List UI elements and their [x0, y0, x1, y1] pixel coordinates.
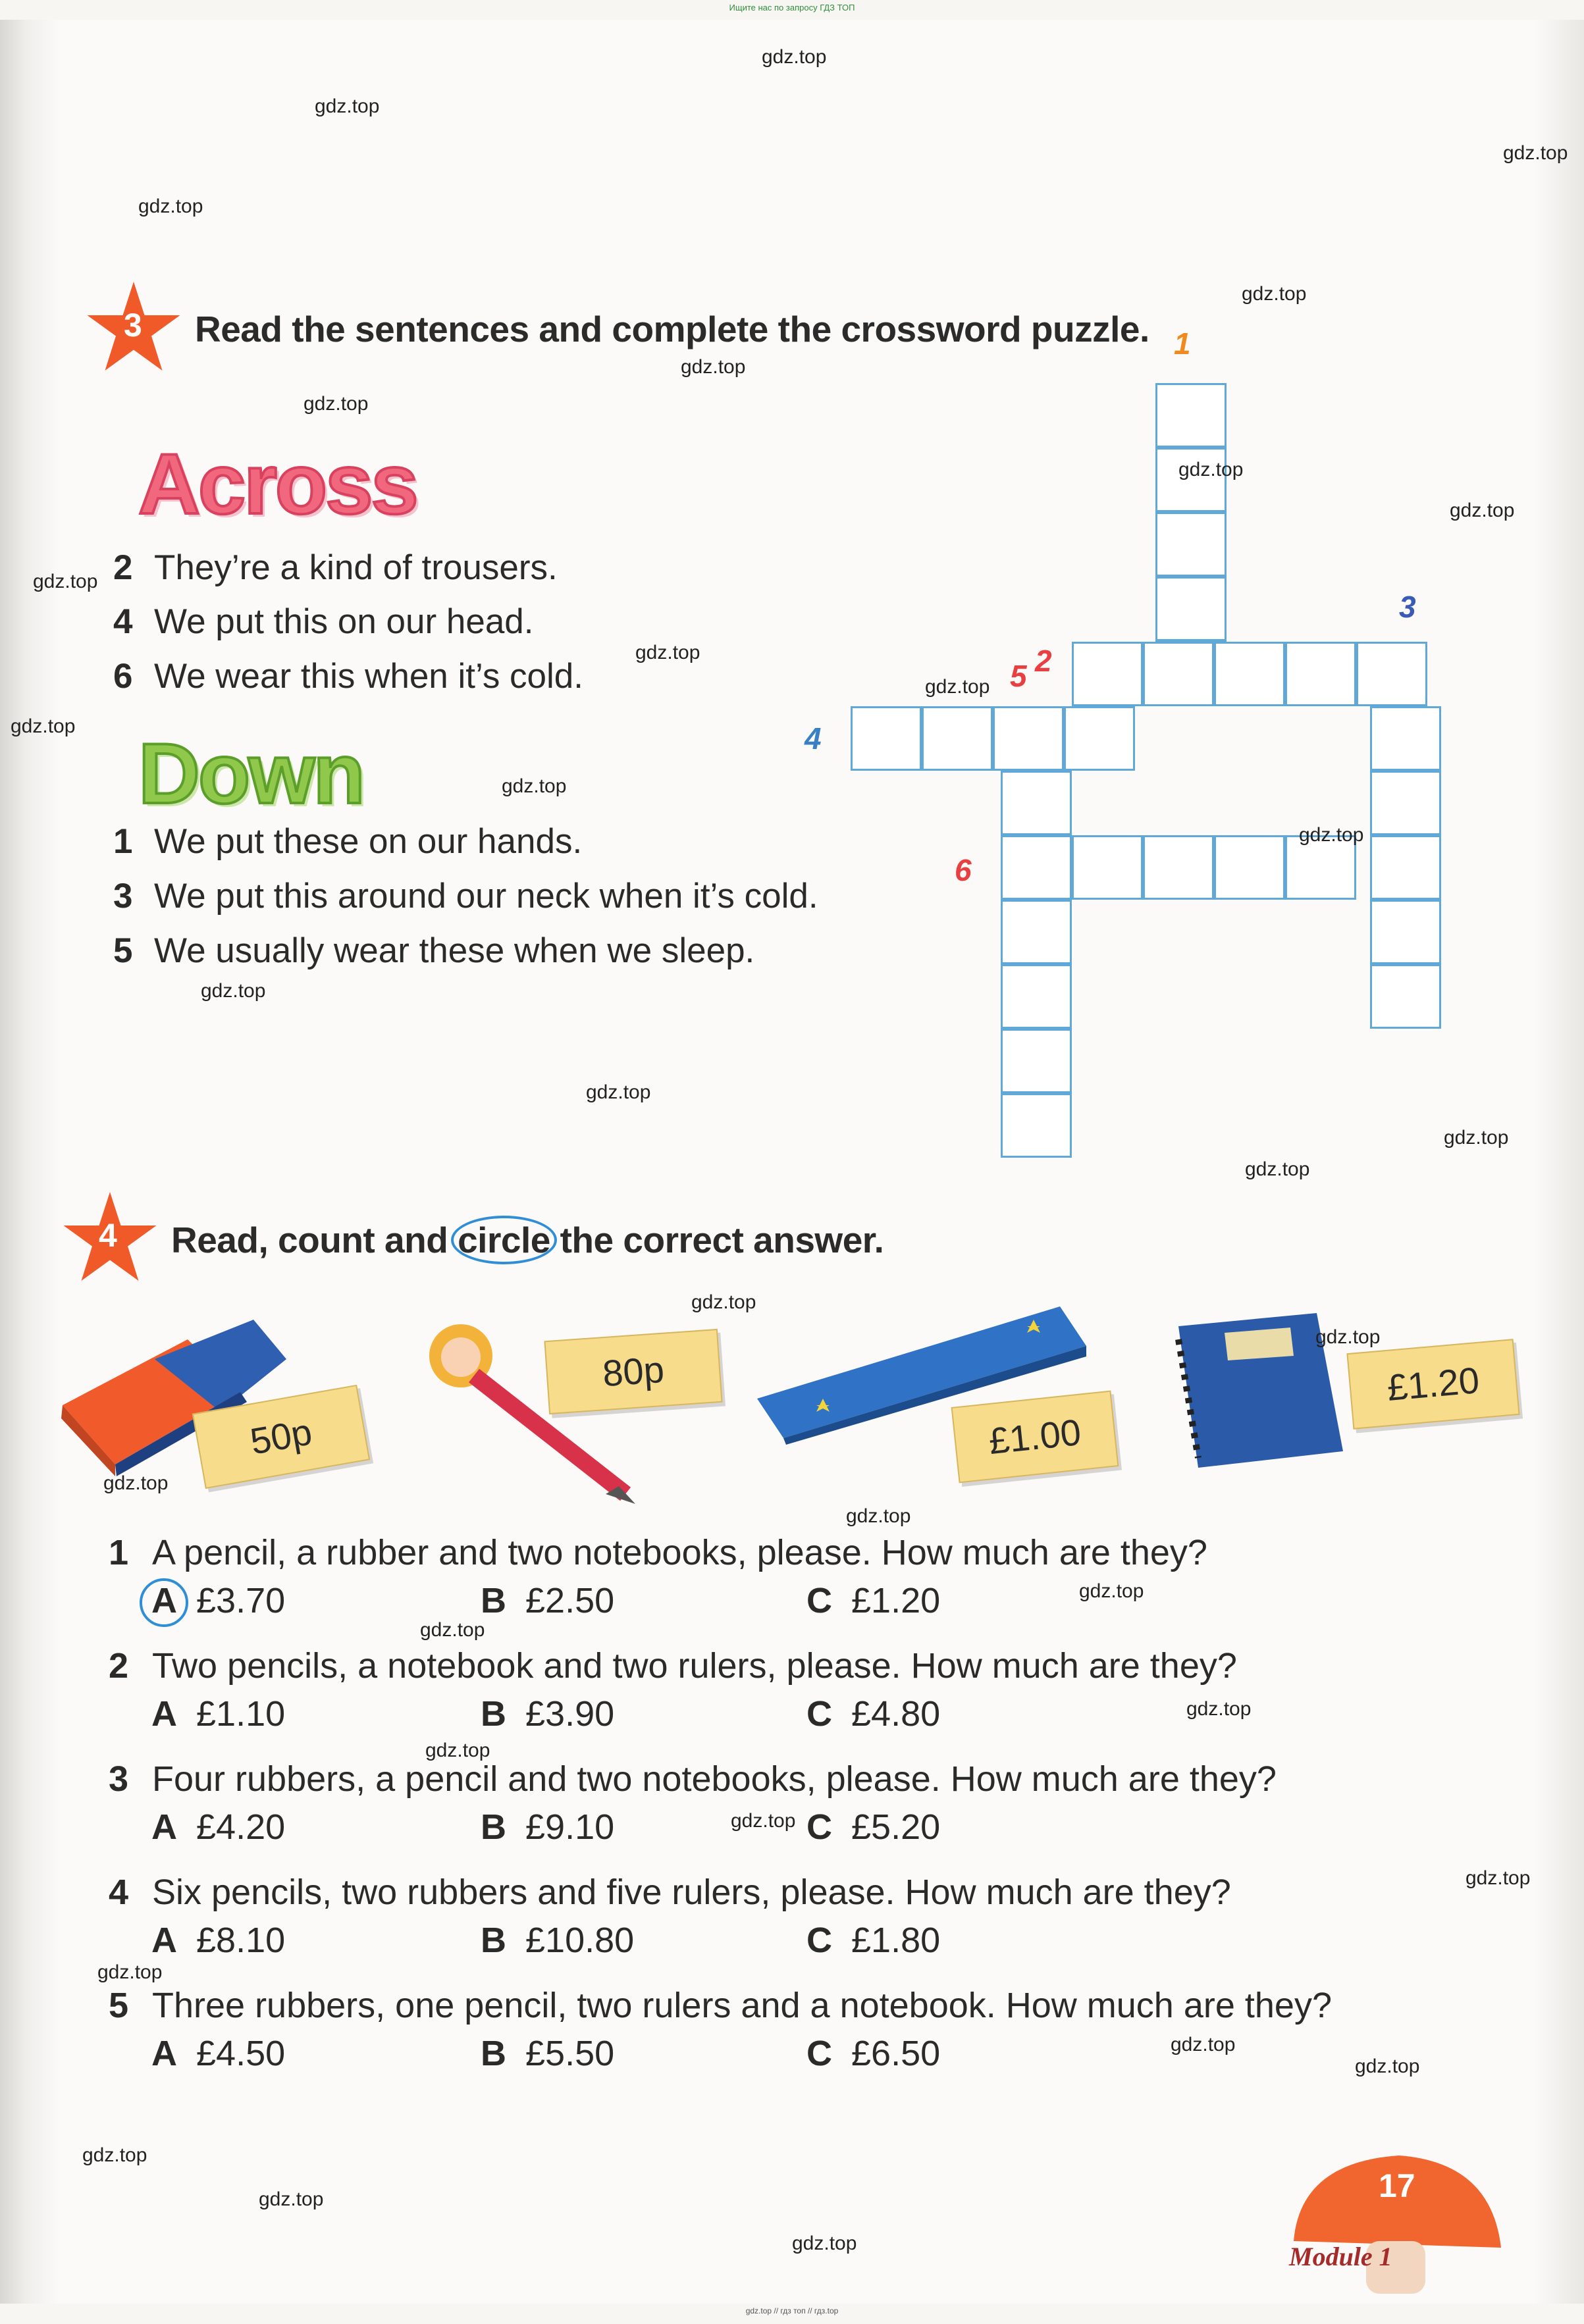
watermark: gdz.top: [1444, 1127, 1509, 1149]
watermark: gdz.top: [1355, 2055, 1420, 2077]
grid-number-1: 1: [1174, 326, 1191, 361]
option-5-b[interactable]: B £5.50: [481, 2034, 615, 2073]
watermark: gdz.top: [846, 1505, 911, 1527]
grid-number-3: 3: [1399, 590, 1416, 624]
crossword-cell[interactable]: [1001, 771, 1072, 835]
down-clue-5: 5 We usually wear these when we sleep.: [113, 931, 755, 970]
crossword-cell[interactable]: [1001, 1029, 1072, 1093]
crossword-cell[interactable]: [993, 706, 1064, 771]
crossword-cell[interactable]: [1214, 835, 1285, 900]
workbook-page: [0, 20, 1584, 2304]
question-2: 2 Two pencils, a notebook and two rulers, please. How much are they?: [109, 1646, 1237, 1686]
crossword-cell[interactable]: [1214, 642, 1285, 706]
option-1-b[interactable]: B £2.50: [481, 1581, 615, 1620]
option-5-c[interactable]: C £6.50: [806, 2034, 941, 2073]
watermark: gdz.top: [1503, 142, 1568, 164]
top-note: Ищите нас по запросу ГДЗ ТОП: [729, 3, 855, 13]
watermark: gdz.top: [635, 642, 700, 663]
module-label: Module 1: [1289, 2242, 1392, 2271]
watermark: gdz.top: [762, 46, 827, 68]
crossword-cell[interactable]: [1001, 1093, 1072, 1158]
option-1-a[interactable]: A £3.70: [151, 1581, 286, 1620]
question-5: 5 Three rubbers, one pencil, two rulers and a notebook. How much are they?: [109, 1986, 1332, 2025]
grid-number-6: 6: [955, 853, 972, 887]
crossword-cell[interactable]: [1001, 964, 1072, 1029]
option-3-a[interactable]: A £4.20: [151, 1807, 286, 1847]
crossword-cell[interactable]: [1370, 900, 1441, 964]
option-2-c[interactable]: C £4.80: [806, 1694, 941, 1734]
watermark: gdz.top: [1242, 283, 1307, 305]
across-clue-6: 6 We wear this when it’s cold.: [113, 657, 583, 696]
watermark: gdz.top: [304, 393, 369, 415]
option-2-b[interactable]: B £3.90: [481, 1694, 615, 1734]
watermark: gdz.top: [1450, 500, 1515, 521]
option-1-c[interactable]: C £1.20: [806, 1581, 941, 1620]
watermark: gdz.top: [11, 715, 76, 737]
down-clue-1: 1 We put these on our hands.: [113, 822, 583, 861]
watermark: gdz.top: [1245, 1158, 1310, 1180]
crossword-cell[interactable]: [1064, 706, 1135, 771]
watermark: gdz.top: [82, 2144, 147, 2166]
question-1: 1 A pencil, a rubber and two notebooks, please. How much are they?: [109, 1533, 1207, 1572]
watermark: gdz.top: [925, 676, 990, 698]
across-clue-2: 2 They’re a kind of trousers.: [113, 548, 558, 587]
watermark: gdz.top: [1079, 1580, 1144, 1602]
crossword-cell[interactable]: [1370, 706, 1441, 771]
watermark: gdz.top: [1315, 1326, 1381, 1348]
down-clue-3: 3 We put this around our neck when it’s cold.: [113, 877, 818, 916]
answer-circle: [140, 1578, 188, 1627]
watermark: gdz.top: [1171, 2034, 1236, 2055]
crossword-cell[interactable]: [1155, 383, 1227, 448]
rubber-price-tag: 50p: [192, 1385, 370, 1489]
option-4-c[interactable]: C £1.80: [806, 1921, 941, 1960]
watermark: gdz.top: [691, 1291, 756, 1313]
watermark: gdz.top: [502, 775, 567, 797]
watermark: gdz.top: [103, 1472, 169, 1494]
watermark: gdz.top: [315, 95, 380, 117]
question-3: 3 Four rubbers, a pencil and two notebooks, please. How much are they?: [109, 1759, 1277, 1799]
crossword-cell[interactable]: [1001, 835, 1072, 900]
option-3-c[interactable]: C £5.20: [806, 1807, 941, 1847]
pencil-price-tag: 80p: [544, 1329, 722, 1414]
crossword-cell[interactable]: [1143, 835, 1214, 900]
watermark: gdz.top: [1186, 1698, 1252, 1720]
task3-title: Read the sentences and complete the crossword puzzle.: [195, 309, 1149, 349]
watermark: gdz.top: [792, 2233, 857, 2254]
watermark: gdz.top: [681, 356, 746, 378]
grid-number-2: 2: [1035, 644, 1052, 678]
crossword-cell[interactable]: [1370, 771, 1441, 835]
watermark: gdz.top: [425, 1740, 490, 1761]
watermark: gdz.top: [1299, 824, 1364, 846]
crossword-cell[interactable]: [851, 706, 922, 771]
task4-title: Read, count and circle the correct answer.: [171, 1219, 884, 1261]
watermark: gdz.top: [586, 1081, 651, 1103]
title-circle-mark: [451, 1216, 557, 1264]
crossword-cell[interactable]: [1072, 642, 1143, 706]
crossword-cell[interactable]: [1072, 835, 1143, 900]
crossword-cell[interactable]: [1285, 642, 1356, 706]
option-4-b[interactable]: B £10.80: [481, 1921, 635, 1960]
watermark: gdz.top: [138, 195, 203, 217]
crossword-cell[interactable]: [1370, 964, 1441, 1029]
watermark: gdz.top: [1178, 459, 1244, 480]
ruler-price-tag: £1.00: [951, 1391, 1119, 1484]
watermark: gdz.top: [33, 571, 98, 592]
grid-number-5: 5: [1010, 659, 1027, 693]
crossword-cell[interactable]: [1356, 642, 1427, 706]
watermark: gdz.top: [259, 2188, 324, 2210]
crossword-cell[interactable]: [1001, 900, 1072, 964]
page-number: 17: [1379, 2167, 1415, 2204]
down-header: Down: [138, 725, 363, 821]
watermark: gdz.top: [420, 1619, 485, 1641]
notebook-price-tag: £1.20: [1346, 1339, 1519, 1430]
across-clue-4: 4 We put this on our head.: [113, 602, 534, 641]
crossword-cell[interactable]: [1370, 835, 1441, 900]
question-4: 4 Six pencils, two rubbers and five rulers, please. How much are they?: [109, 1872, 1231, 1912]
crossword-cell[interactable]: [1155, 512, 1227, 577]
option-4-a[interactable]: A £8.10: [151, 1921, 286, 1960]
watermark: gdz.top: [1465, 1867, 1531, 1889]
crossword-cell[interactable]: [922, 706, 993, 771]
across-header: Across: [138, 436, 417, 532]
bottom-note: gdz.top // гдз топ // гдз.top: [745, 2306, 839, 2315]
task3-number: 3: [124, 307, 142, 344]
watermark: gdz.top: [201, 980, 266, 1002]
crossword-cell[interactable]: [1143, 642, 1214, 706]
watermark: gdz.top: [731, 1810, 796, 1832]
watermark: gdz.top: [97, 1961, 163, 1983]
option-5-a[interactable]: A £4.50: [151, 2034, 286, 2073]
grid-number-4: 4: [805, 721, 822, 756]
option-3-b[interactable]: B £9.10: [481, 1807, 615, 1847]
crossword-cell[interactable]: [1155, 577, 1227, 641]
task4-number: 4: [99, 1217, 117, 1254]
option-2-a[interactable]: A £1.10: [151, 1694, 286, 1734]
